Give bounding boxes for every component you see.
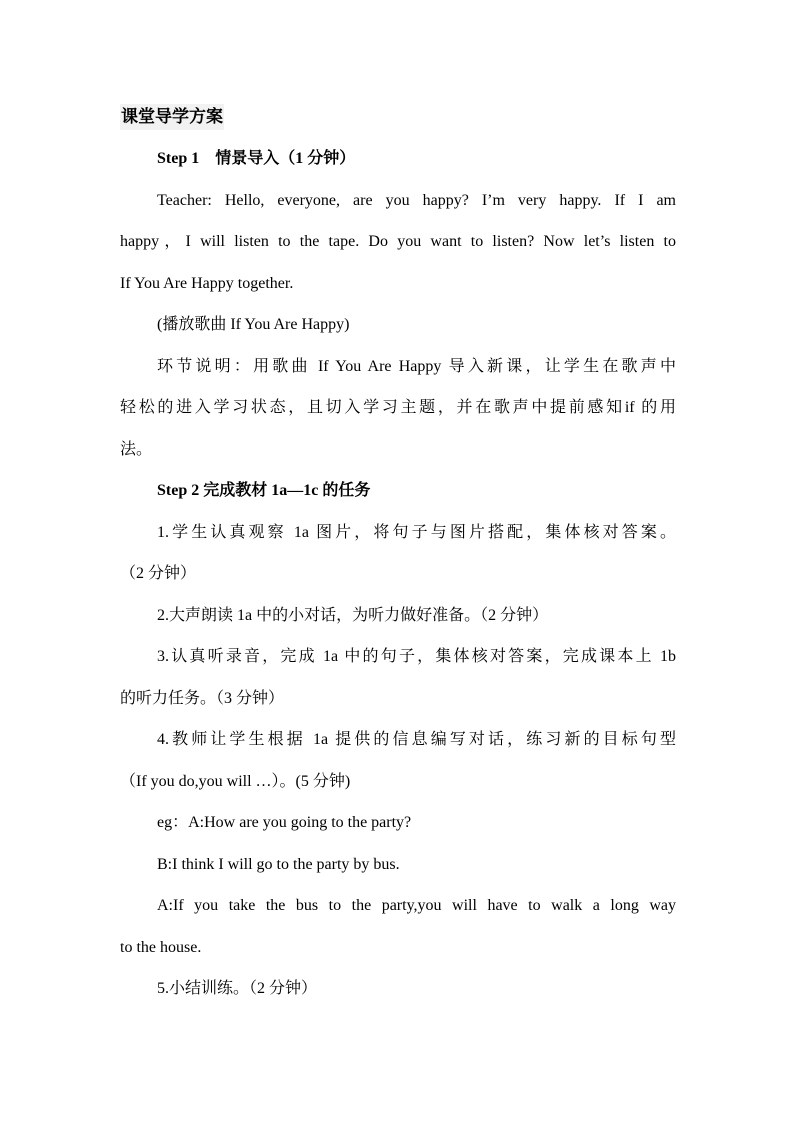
step2-heading: Step 2 完成教材 1a—1c 的任务	[157, 482, 371, 499]
item4-line-1: 4.教师让学生根据 1a 提供的信息编写对话，练习新的目标句型	[157, 731, 676, 748]
teacher-line-3: If You Are Happy together.	[120, 274, 294, 292]
example-a2-line-1: A:If you take the bus to the party,you will have to walk a long way	[157, 897, 676, 914]
example-a: eg：A:How are you going to the party?	[157, 814, 412, 831]
item3-line-1: 3.认真听录音，完成 1a 中的句子，集体核对答案，完成课本上 1b	[157, 648, 676, 665]
item1-line-2: （2 分钟）	[120, 565, 197, 582]
step1-heading: Step 1 情景导入（1 分钟）	[157, 150, 356, 167]
document-page	[120, 96, 676, 1010]
song-note: (播放歌曲 If You Are Happy)	[157, 316, 350, 333]
note-line-1: 环节说明：用歌曲 If You Are Happy 导入新课，让学生在歌声中	[157, 357, 676, 375]
item3-line-2: 的听力任务。（3 分钟）	[120, 689, 285, 707]
page-title: 课堂导学方案	[120, 104, 224, 130]
item5-line: 5.小结训练。（2 分钟）	[157, 980, 318, 997]
item1-line-1: 1.学生认真观察 1a 图片，将句子与图片搭配，集体核对答案。	[157, 523, 676, 541]
item4-line-2: （If you do,you will …）。(5 分钟)	[120, 772, 351, 790]
example-a2-line-2: to the house.	[120, 938, 202, 956]
example-b: B:I think I will go to the party by bus.	[157, 855, 400, 873]
item2-line: 2.大声朗读 1a 中的小对话，为听力做好准备。（2 分钟）	[157, 606, 549, 624]
note-line-2: 轻松的进入学习状态，且切入学习主题，并在歌声中提前感知if 的用	[120, 399, 676, 416]
title-row	[120, 96, 676, 138]
teacher-line-1: Teacher: Hello, everyone, are you happy? I’m very happy. If I am	[157, 191, 676, 209]
teacher-line-2: happy，I will listen to the tape. Do you want to listen? Now let’s listen to	[120, 233, 676, 250]
note-line-3: 法。	[120, 440, 153, 458]
